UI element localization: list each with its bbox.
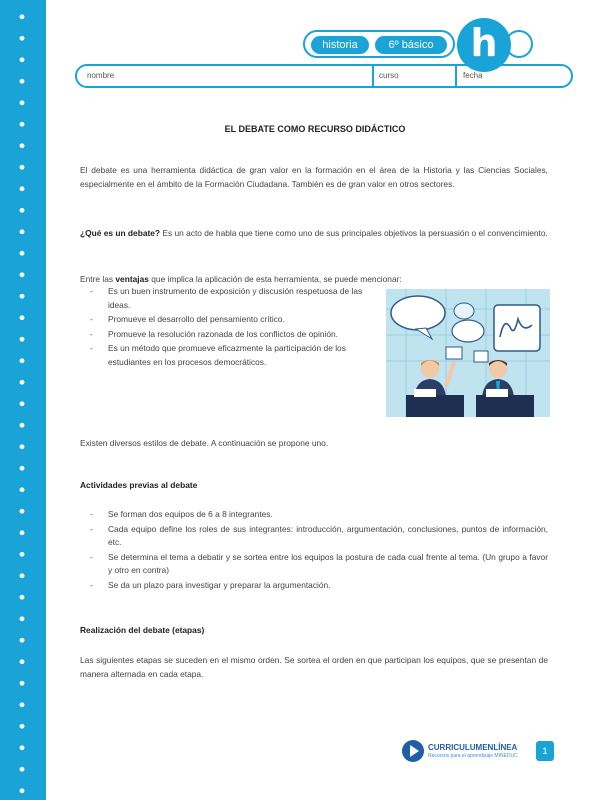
list-item: - Se determina el tema a debatir y se sortea entre los equipos la postura de cada cual frente al tema. (Un grupo a favor y otro en contra) bbox=[90, 551, 548, 578]
student-info-bar bbox=[75, 64, 573, 88]
debate-illustration bbox=[386, 289, 550, 417]
previous-activities-heading: Actividades previas al debate bbox=[80, 480, 198, 490]
realization-paragraph: Las siguientes etapas se suceden en el mismo orden. Se sortea el orden en que participan los equipos, que se presentan de manera alternada en cada etapa. bbox=[80, 655, 548, 679]
list-item: - Es un método que promueve eficazmente la participación de los estudiantes en los procesos democráticos. bbox=[90, 342, 382, 369]
realization-heading: Realización del debate (etapas) bbox=[80, 625, 205, 635]
info-divider bbox=[455, 66, 457, 86]
page-title: EL DEBATE COMO RECURSO DIDÁCTICO bbox=[224, 124, 406, 134]
course-label: curso bbox=[379, 71, 399, 80]
footer-tagline: Recursos para el aprendizaje MINEDUC bbox=[428, 753, 518, 759]
advantages-lead-pre: Entre las bbox=[80, 274, 116, 284]
list-item: - Es un buen instrumento de exposición y discusión respetuosa de las ideas. bbox=[90, 285, 382, 312]
list-item: - Se da un plazo para investigar y preparar la argumentación. bbox=[90, 579, 548, 593]
subject-logo: h bbox=[457, 18, 511, 72]
question-paragraph bbox=[80, 226, 548, 240]
styles-paragraph: Existen diversos estilos de debate. A continuación se propone uno. bbox=[80, 438, 329, 448]
intro-paragraph: El debate es una herramienta didáctica de gran valor en la formación en el área de la Historia y las Ciencias Sociales, especialmente en el ámbito de la Formación Ciudadana. También es de gran valor en otros sectores. bbox=[80, 165, 548, 189]
advantages-bold: ventajas bbox=[115, 274, 149, 284]
list-item: - Se forman dos equipos de 6 a 8 integrantes. bbox=[90, 508, 548, 522]
advantages-list bbox=[90, 285, 382, 370]
page-number: 1 bbox=[536, 741, 554, 761]
question-bold: ¿Qué es un debate? bbox=[80, 228, 161, 238]
grade-tab: 6º básico bbox=[375, 36, 447, 54]
subject-tab: historia bbox=[311, 36, 369, 54]
list-item: - Promueve el desarrollo del pensamiento crítico. bbox=[90, 313, 382, 327]
advantages-lead bbox=[80, 272, 548, 286]
header-pill bbox=[303, 30, 455, 58]
list-item: - Promueve la resolución razonada de los conflictos de opinión. bbox=[90, 328, 382, 342]
name-label: nombre bbox=[87, 71, 115, 80]
info-divider bbox=[372, 66, 374, 86]
list-item: - Cada equipo define los roles de sus integrantes: introducción, argumentación, conclusiones, puntos de información, etc. bbox=[90, 523, 548, 550]
date-label: fecha bbox=[463, 71, 483, 80]
previous-activities-list bbox=[90, 508, 548, 593]
advantages-lead-post: que implica la aplicación de esta herramienta, se puede mencionar: bbox=[148, 274, 402, 284]
footer-brand: CURRICULUMENLÍNEA bbox=[428, 743, 518, 752]
play-icon bbox=[402, 740, 424, 762]
question-text: Es un acto de habla que tiene como uno de sus principales objetivos la persuasión o el convencimiento. bbox=[160, 228, 548, 238]
notebook-dots bbox=[17, 0, 27, 800]
